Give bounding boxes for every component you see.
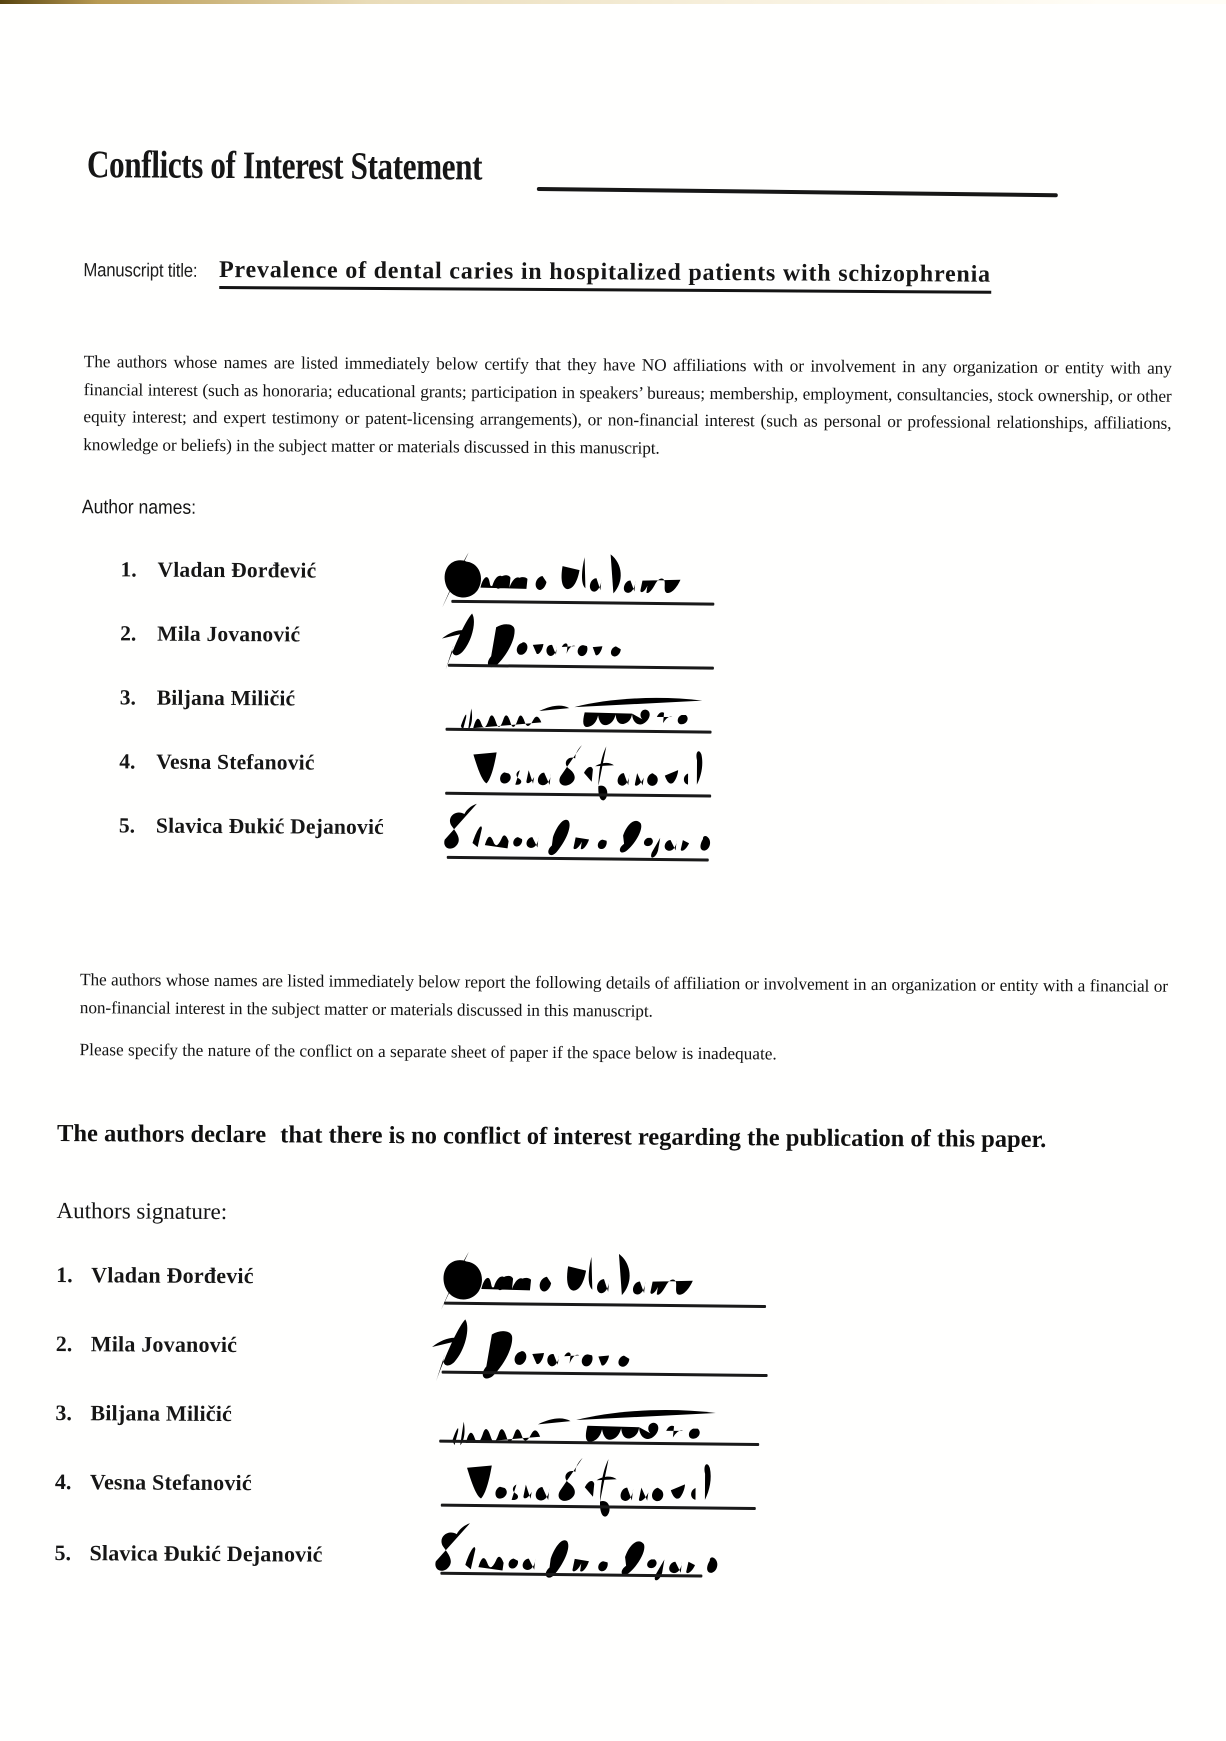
signature-vladan-djordjevic <box>424 1244 754 1320</box>
author-name: Biljana Miličić <box>156 685 296 711</box>
author-number: 3. <box>119 685 136 710</box>
certify-paragraph: The authors whose names are listed immediately below certify that they have NO affiliations with or involvement in any organization or entity with any financial interest (such as honoraria; educational grants; participation in speakers’ bureaus; membership, employment, consultancies, stock ownership, or other equity interest; and expert testimony or patent-licensing arrangements), or non-financial interest (such as personal or professional relationships, affiliations, knowledge or beliefs) in the subject matter or materials discussed in this manuscript. <box>83 352 1172 458</box>
signature-mila-jovanovic <box>428 1314 748 1392</box>
signature-slavica-dukic-dejanovic <box>439 795 729 863</box>
signature-vesna-stefanovic <box>447 734 747 798</box>
author-number: 4. <box>119 749 136 774</box>
author-row <box>119 813 384 840</box>
author-number: 1. <box>120 557 137 582</box>
author-row <box>55 1400 232 1427</box>
report-paragraph: The authors whose names are listed immediately below report the following details of affiliation or involvement in an organization or entity with a financial or non-financial interest in the subject matter or materials discussed in this manuscript. <box>79 970 1169 1021</box>
author-number: 5. <box>118 813 136 838</box>
author-row <box>120 621 300 647</box>
author-row <box>120 557 316 583</box>
page-title <box>87 142 581 190</box>
author-number: 2. <box>55 1330 73 1357</box>
author-name: Vladan Đorđević <box>157 557 317 583</box>
title-underline <box>537 187 1058 197</box>
declaration-lead: The authors declare <box>56 1120 267 1149</box>
author-name: Slavica Đukić Dejanović <box>155 813 384 839</box>
manuscript-title-label: Manuscript title: <box>83 260 198 282</box>
author-row <box>119 749 314 775</box>
signature-mila-jovanovic <box>438 608 728 680</box>
author-names-label-wrap <box>82 496 209 520</box>
author-number: 5. <box>54 1539 72 1566</box>
manuscript-title-value: Prevalence of dental caries in hospitalized patients with schizophrenia <box>219 257 991 294</box>
author-names-label: Author names: <box>81 496 197 519</box>
author-name: Mila Jovanović <box>157 621 301 647</box>
author-row <box>55 1469 252 1496</box>
author-name: Mila Jovanović <box>90 1331 238 1358</box>
signature-vladan-djordjevic <box>432 545 732 617</box>
manuscript-title-row <box>83 256 991 289</box>
specify-note: Please specify the nature of the conflict on a separate sheet of paper if the space below is inadequate. <box>79 1040 777 1064</box>
author-name: Biljana Miličić <box>90 1400 233 1427</box>
declaration-rest: that there is no conflict of interest regarding the publication of this paper. <box>280 1121 1047 1154</box>
author-name: Vesna Stefanović <box>89 1469 252 1496</box>
author-row <box>56 1331 238 1358</box>
declaration-statement <box>57 1120 1046 1154</box>
author-row <box>120 685 296 711</box>
author-name: Vesna Stefanović <box>156 749 315 775</box>
authors-signature-label: Authors signature: <box>56 1198 228 1225</box>
author-row <box>56 1262 254 1289</box>
author-number: 4. <box>54 1468 72 1495</box>
author-row <box>54 1540 322 1568</box>
author-number: 2. <box>120 621 137 646</box>
author-number: 3. <box>55 1399 72 1426</box>
author-name: Vladan Đorđević <box>91 1262 254 1289</box>
author-number: 1. <box>56 1262 73 1288</box>
author-name: Slavica Đukić Dejanović <box>89 1540 323 1567</box>
page-title-text: Conflicts of Interest Statement <box>86 143 483 189</box>
